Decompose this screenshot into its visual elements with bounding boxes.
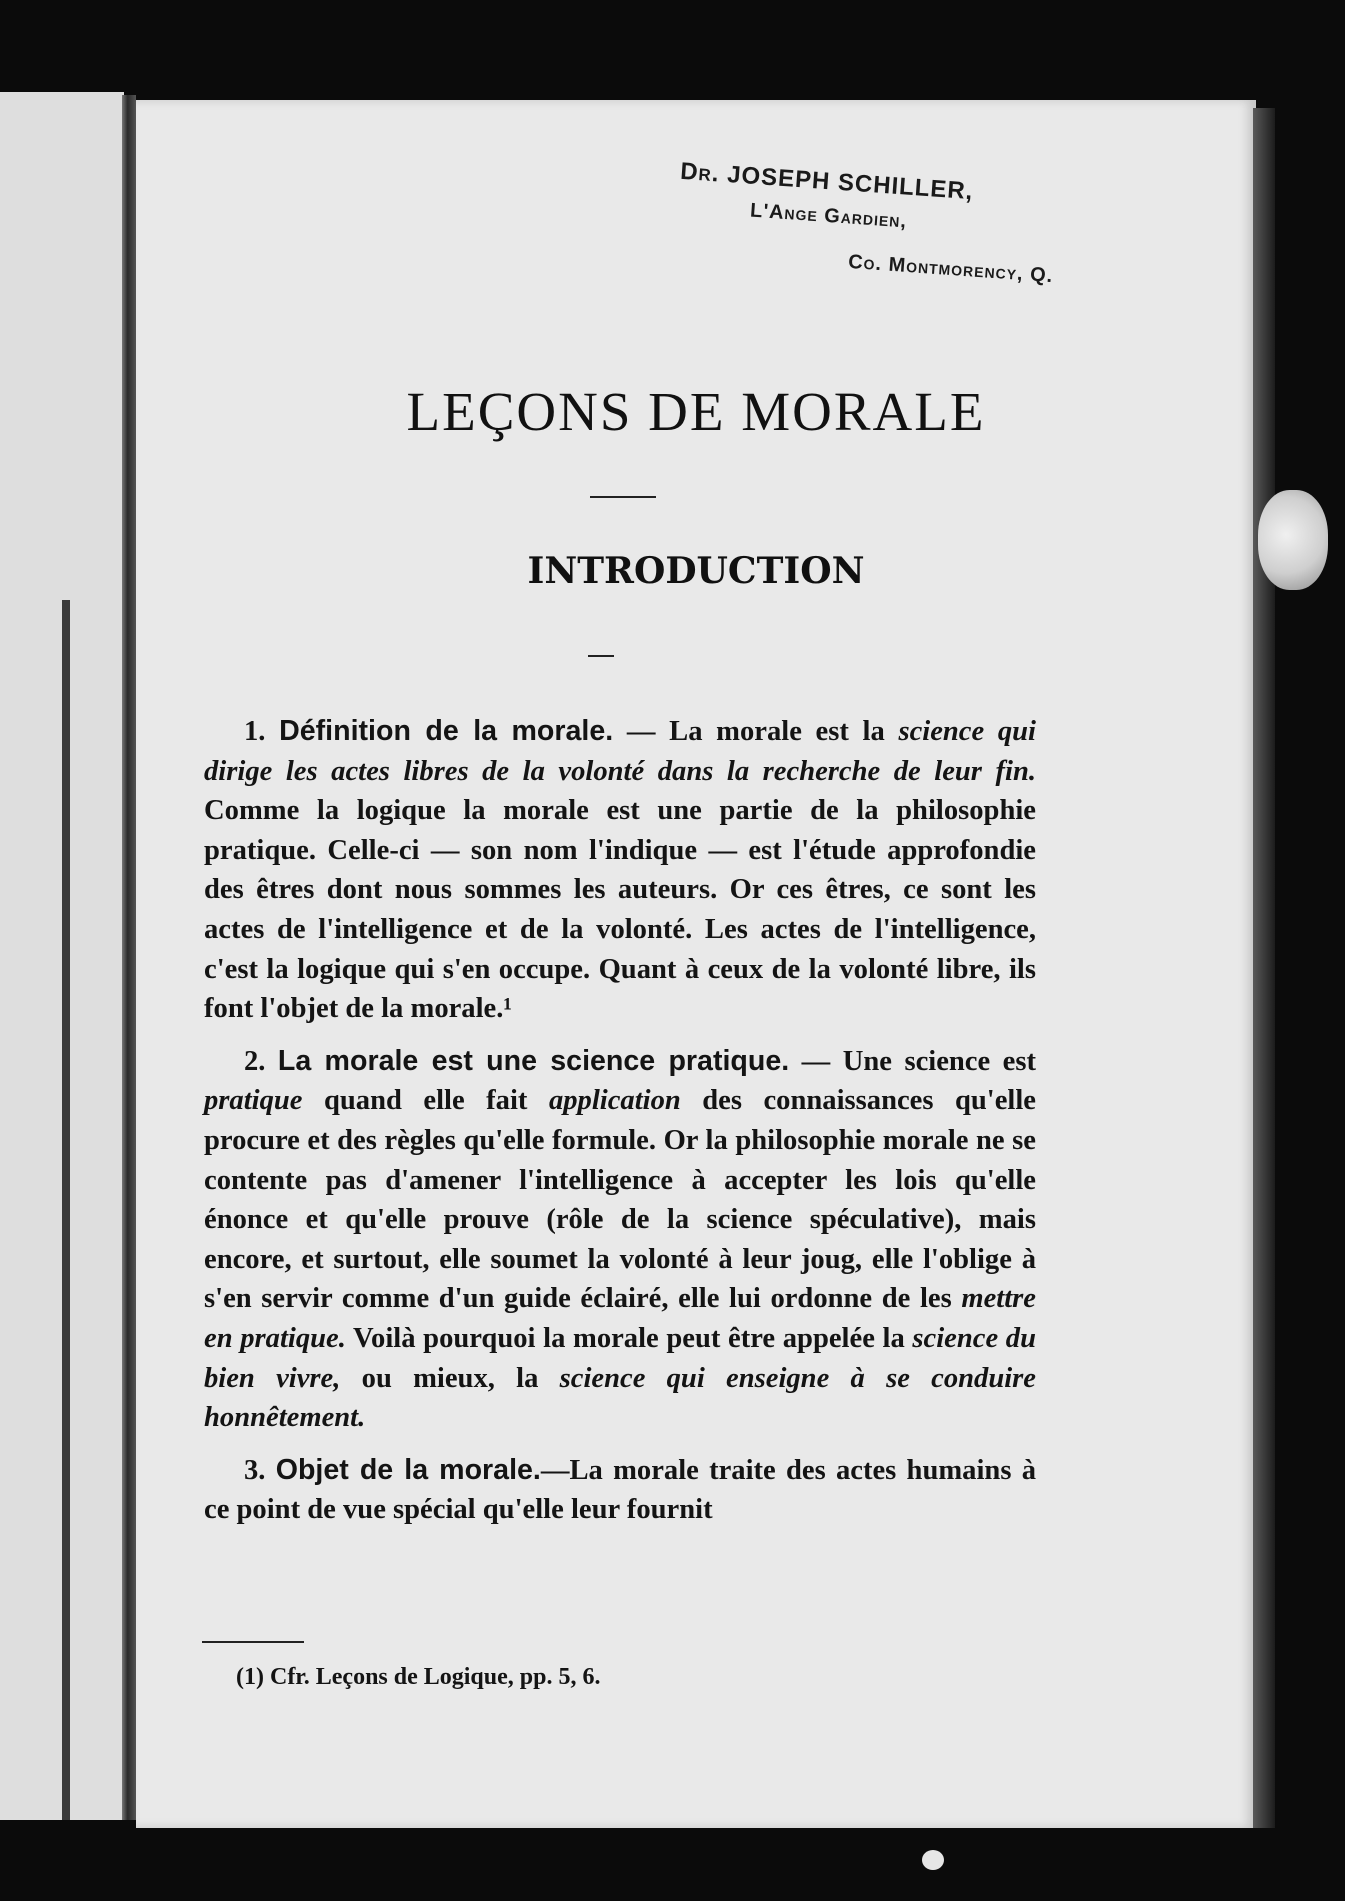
paragraph-heading: Définition de la morale. bbox=[279, 715, 614, 747]
paragraph-text: Comme la logique la morale est une partie de la philosophie pratique. Celle-ci — son nom l'indique — est l'étude approfondie des êtres dont nous sommes les auteurs. Or ces êtres, ce sont les actes de l'intelligence et de la volonté. Les actes de l'intelligence, c'est la logique qui s'en occupe. Quant à ceux de la volonté libre, ils font l'objet de la morale. bbox=[204, 795, 1036, 1025]
paragraph-emphasis: application bbox=[548, 1085, 681, 1117]
paper-speck bbox=[922, 1850, 944, 1870]
title-divider bbox=[590, 496, 656, 498]
owner-stamp-line-2: L'Ange Gardien, bbox=[749, 199, 908, 233]
paragraph-text: ou mieux, la bbox=[340, 1362, 560, 1394]
heading-dash: — bbox=[540, 1454, 570, 1486]
left-page-shadow bbox=[62, 600, 70, 1820]
heading-dash: — bbox=[613, 716, 670, 747]
paragraph-heading: Objet de la morale. bbox=[275, 1453, 541, 1486]
paragraph-number: 3. bbox=[244, 1454, 266, 1486]
paragraph-definition bbox=[204, 712, 1036, 1029]
paragraph-heading: La morale est une science pratique. bbox=[277, 1044, 790, 1077]
owner-stamp-line-1: Dr. JOSEPH SCHILLER, bbox=[679, 157, 975, 206]
paragraph-text: La morale est la bbox=[669, 716, 899, 747]
footnote: (1) Cfr. Leçons de Logique, pp. 5, 6. bbox=[236, 1664, 601, 1690]
page-body bbox=[204, 712, 1036, 1543]
book-title: LEÇONS DE MORALE bbox=[406, 381, 986, 442]
paragraph-emphasis: science du bien vivre, bbox=[204, 1322, 1036, 1394]
paragraph-emphasis: science qui enseigne à se conduire honnêtement. bbox=[204, 1362, 1036, 1434]
page-fore-edge bbox=[1253, 108, 1275, 1828]
book-gutter bbox=[122, 95, 136, 1820]
paragraph-number: 2. bbox=[244, 1045, 266, 1077]
paragraph-number: 1. bbox=[244, 716, 266, 747]
paragraph-text: Une science est bbox=[842, 1045, 1036, 1077]
owner-stamp-line-3: Co. Montmorency, Q. bbox=[847, 250, 1055, 288]
paragraph-object bbox=[204, 1451, 1036, 1530]
footnote-rule bbox=[202, 1641, 304, 1643]
paragraph-emphasis: science qui dirige les actes libres de la volonté dans la recherche de leur fin. bbox=[204, 716, 1036, 787]
paragraph-emphasis: mettre en pratique. bbox=[204, 1283, 1036, 1354]
paragraph-text: Voilà pourquoi la morale peut être appelée la bbox=[345, 1322, 913, 1354]
paragraph-text: quand elle fait bbox=[302, 1085, 549, 1117]
heading-dash: — bbox=[789, 1045, 843, 1077]
paragraph-text: La morale traite des actes humains à ce point de vue spécial qu'elle leur fournit bbox=[204, 1454, 1036, 1526]
paragraph-emphasis: pratique bbox=[204, 1085, 303, 1117]
section-divider bbox=[588, 655, 614, 657]
paragraph-text: des connaissances qu'elle procure et des règles qu'elle formule. Or la philosophie morale ne se contente pas d'amener l'intelligence à accepter les lois qu'elle énonce et qu'elle prouve (rôle de la science spéculative), mais encore, et surtout, elle soumet la volonté à leur joug, elle l'oblige à s'en servir comme d'un guide éclairé, elle lui ordonne de les bbox=[204, 1085, 1037, 1315]
paragraph-practical-science bbox=[204, 1042, 1036, 1438]
footnote-reference: ¹ bbox=[503, 993, 512, 1025]
paper-blot bbox=[1258, 490, 1328, 590]
section-title: INTRODUCTION bbox=[527, 550, 865, 592]
